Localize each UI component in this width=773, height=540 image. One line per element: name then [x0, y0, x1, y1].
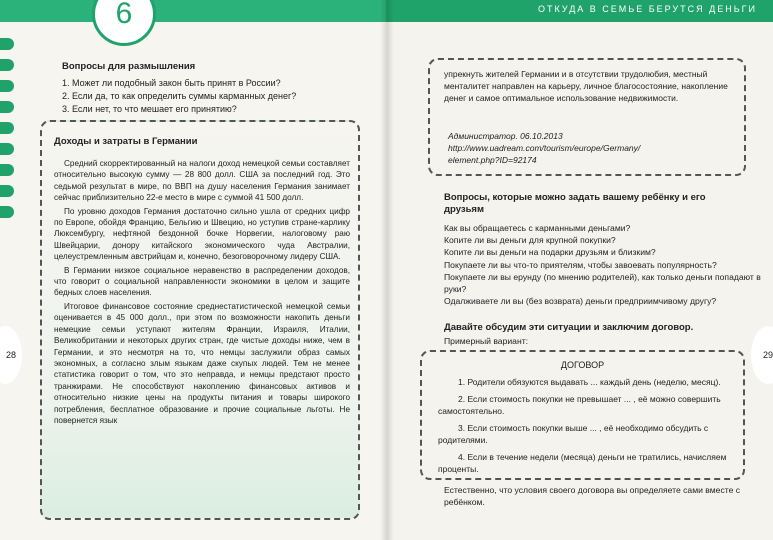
source-citation [448, 130, 640, 166]
child-question: Копите ли вы деньги на подарки друзьям и близким? [444, 247, 656, 258]
contract-item: 4. Если в течение недели (месяца) деньги не тратились, начисляем проценты. [438, 452, 727, 474]
source-url: element.php?ID=92174 [448, 155, 537, 165]
continuation-box [428, 58, 746, 176]
child-question: Покупаете ли вы ерунду (по мнению родителей), как только деньги попадают в руки? [444, 271, 761, 295]
child-question: Копите ли вы деньги для крупной покупки? [444, 235, 616, 246]
header-band-left [0, 0, 386, 22]
spiral-ring [0, 59, 14, 71]
continuation-text: упрекнуть жителей Германии и в отсутствии трудолюбия, местный менталитет направлен на карьеру, личное благосостояние, накопление денег и самое оптимальное использование недвижимости. [444, 69, 728, 103]
germany-box [40, 120, 360, 520]
source-url: http://www.uadream.com/tourism/europe/Germany/ [448, 143, 641, 153]
spiral-ring [0, 206, 14, 218]
child-question: Как вы обращаетесь с карманными деньгами? [444, 223, 631, 233]
spiral-ring [0, 101, 14, 113]
book-spine [380, 0, 394, 540]
chapter-number: 6 [92, 0, 156, 46]
closing-text: Естественно, что условия своего договора вы определяете сами вместе с ребёнком. [444, 485, 741, 507]
source-admin: Администратор. 06.10.2013 [448, 131, 563, 141]
deal-title: Давайте обсудим эти ситуации и заключим договор. [444, 322, 694, 333]
deal-subtitle: Примерный вариант: [444, 336, 529, 346]
page-number-right: 29 [751, 326, 773, 384]
reflection-item: 1. Может ли подобный закон быть принят в России? [62, 78, 281, 88]
chapter-title: ОТКУДА В СЕМЬЕ БЕРУТСЯ ДЕНЬГИ [538, 4, 757, 14]
spiral-ring [0, 122, 14, 134]
spiral-ring [0, 143, 14, 155]
spiral-ring [0, 185, 14, 197]
contract-item: 1. Родители обязуются выдавать ... каждый день (неделю, месяц). [458, 377, 721, 387]
contract-item: 3. Если стоимость покупки выше ... , её необходимо обсудить с родителями. [438, 423, 709, 445]
reflection-questions [62, 60, 362, 116]
contract-title: ДОГОВОР [560, 360, 605, 370]
germany-paragraph: По уровню доходов Германия достаточно сильно ушла от средних цифр по Европе, обойдя Францию, Бельгию и Швецию, но уступив стране-карлику Люксембургу, нефтяной бездонной бочке Норвегии, налоговому раю Швейцарии, донору китайского экономического чуда Австралии, целеустремленным австрийцам и, конечно, безоговорочному лидеру США. [54, 206, 350, 262]
reflection-item: 2. Если да, то как определить суммы карманных денег? [62, 91, 297, 101]
germany-paragraph: В Германии низкое социальное неравенство в распределении доходов, что говорит о социальной направленности экономики в целом и защите бедных слоев населения. [54, 265, 350, 298]
contract-item: 2. Если стоимость покупки не превышает ... , её можно совершить самостоятельно. [438, 394, 721, 416]
spiral-binding [0, 38, 14, 227]
germany-text [54, 158, 350, 428]
contract-box [420, 350, 745, 480]
reflection-title: Вопросы для размышления [62, 61, 196, 72]
spiral-ring [0, 164, 14, 176]
child-questions-list [444, 222, 764, 307]
spiral-ring [0, 80, 14, 92]
child-questions-title: Вопросы, которые можно задать вашему ребёнку и его друзьям [444, 192, 706, 215]
germany-paragraph: Средний скорректированный на налоги доход немецкой семьи составляет относительно высокую сумму — 28 800 долл. США за последний год. Это седьмой результат в мире, по ВВП на душу населения Германия занимает сейчас приблизительно 22-е место в мире с суммой 41 500 долл. [54, 159, 350, 203]
page-number-left: 28 [0, 326, 22, 384]
spiral-ring [0, 38, 14, 50]
reflection-item: 3. Если нет, то что мешает его принятию? [62, 104, 237, 114]
germany-paragraph: Итоговое финансовое состояние среднестатистической немецкой семьи оценивается в 45 000 долл., при этом по возможности накопить деньги немецкие семьи уступают жителям Франции, Израиля, Италии, Великобритании и некоторых других стран, где чистые доходы ниже, чем в Германии, и это несмотря на то, что немцы заслужили образ самых экономных, а согласно злым языкам даже скупых людей. Тем не менее статистика говорит о том, что это неправда, и немцы предстают просто транжирами. Не способствуют накоплению финансовых активов и относительно низкие цены на продукты питания и товары широкого потребления, бесплатное образование и прочие социальные льготы. Не повернется язык [54, 301, 350, 425]
germany-title: Доходы и затраты в Германии [54, 136, 198, 147]
child-question: Покупаете ли вы что-то приятелям, чтобы завоевать популярность? [444, 259, 717, 270]
child-question: Одалживаете ли вы (без возврата) деньги предприимчивому другу? [444, 296, 717, 307]
contract-items [438, 376, 728, 480]
